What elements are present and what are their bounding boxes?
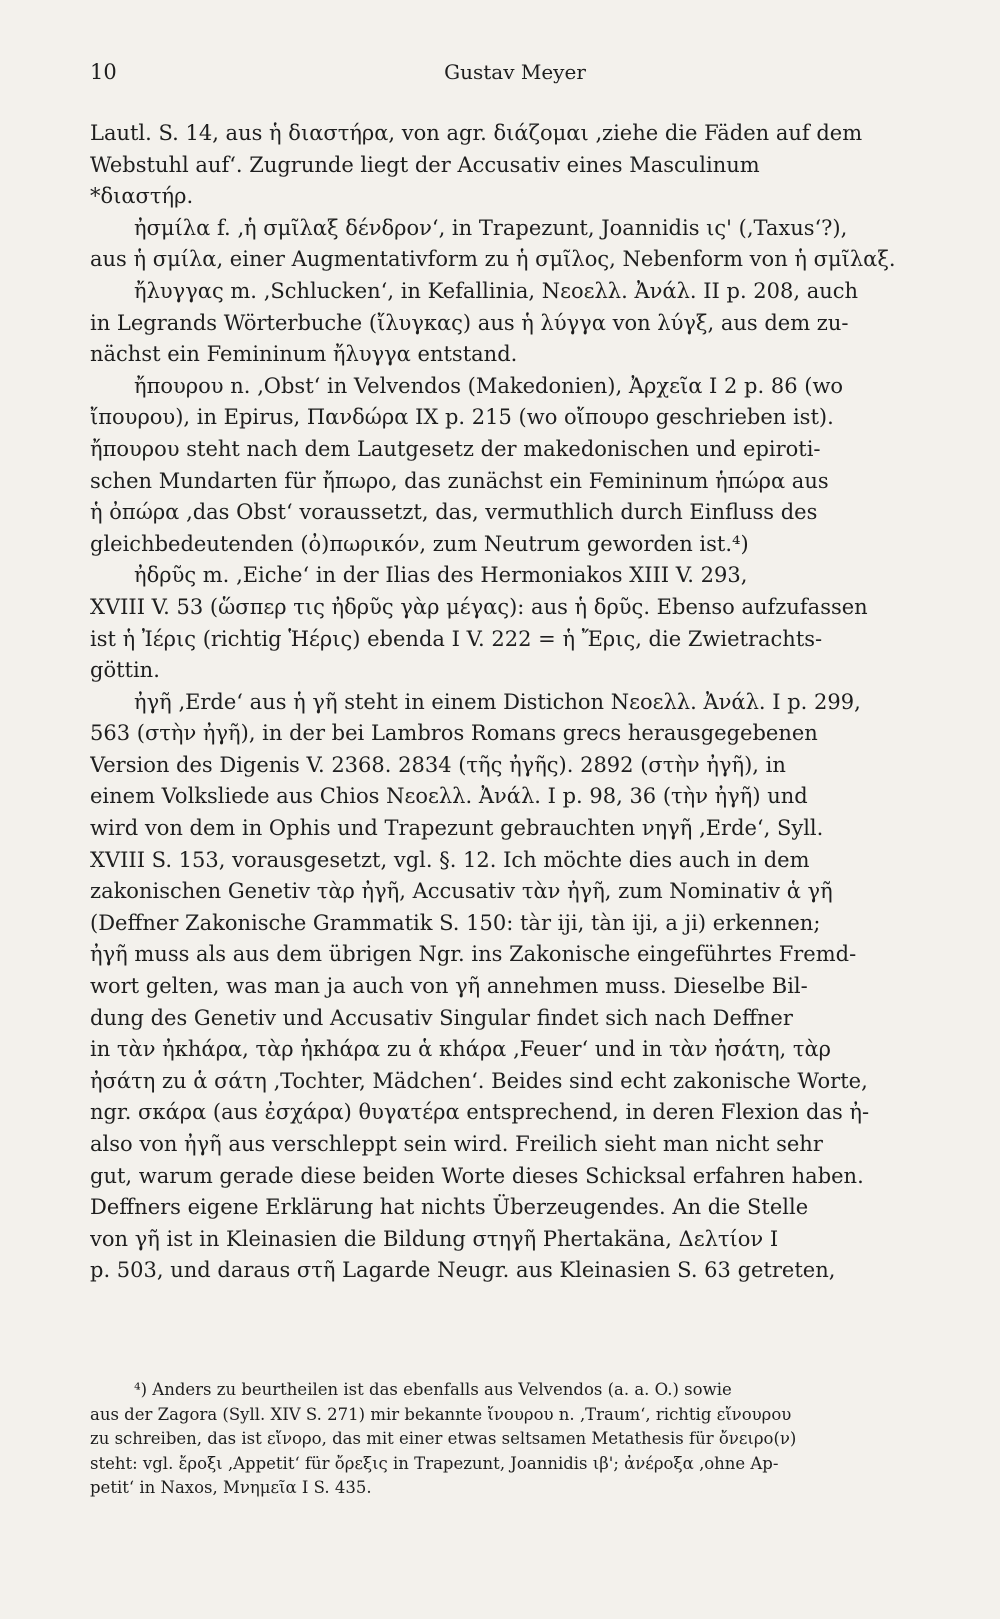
text-line: ngr. σκάρα (aus ἐσχάρα) θυγατέρα entsprechend, in deren Flexion das ἠ- [90,1100,870,1125]
text-line: ist ἡ Ἰέρις (richtig Ἡέρις) ebenda I V. 222 = ἡ Ἔρις, die Zwietrachts- [90,626,823,651]
text-line: dung des Genetiv und Accusativ Singular findet sich nach Deffner [90,1005,793,1030]
text-line: aus ἡ σμίλα, einer Augmentativform zu ἡ σμῖλος, Nebenform von ἡ σμῖλαξ. [90,247,896,272]
text-line: ἠσάτη zu ἁ σάτη ‚Tochter, Mädchen‘. Beides sind echt zakonische Worte, [90,1068,868,1093]
text-line: ἤλυγγας m. ‚Schlucken‘, in Kefallinia, Νεοελλ. Ἀνάλ. II p. 208, auch [134,278,859,303]
footnotes [90,1378,928,1501]
text-line: ἠγῆ muss als aus dem übrigen Ngr. ins Zakonische eingeführtes Fremd- [90,942,857,967]
footnote-line: petit‘ in Naxos, Μνημεῖα I S. 435. [90,1478,372,1497]
page-header [90,60,940,94]
footnote-line: aus der Zagora (Syll. XIV S. 271) mir bekannte ἴνουρου n. ‚Traum‘, richtig εἴνουρου [90,1404,792,1424]
text-line: zakonischen Genetiv τὰρ ἠγῆ, Accusativ τὰν ἠγῆ, zum Nominativ ἁ γῆ [90,879,833,904]
text-line: ἤπουρου steht nach dem Lautgesetz der makedonischen und epiroti- [90,436,821,461]
text-line: göttin. [90,658,160,683]
text-line: (Deffner Zakonische Grammatik S. 150: tàr iji, tàn iji, a ji) erkennen; [90,910,821,935]
text-line: Webstuhl auf‘. Zugrunde liegt der Accusativ eines Masculinum [90,152,760,177]
text-line: schen Mundarten für ἤπωρο, das zunächst ein Femininum ἡπώρα aus [90,468,829,493]
text-line: wird von dem in Ophis und Trapezunt gebrauchten νηγῆ ‚Erde‘, Syll. [90,816,824,841]
text-line: ἡ ὀπώρα ‚das Obst‘ voraussetzt, das, vermuthlich durch Einfluss des [90,500,818,525]
text-line: gut, warum gerade diese beiden Worte dieses Schicksal erfahren haben. [90,1163,864,1188]
text-line: in τὰν ἠκhάρα, τὰρ ἠκhάρα zu ἁ κhάρα ‚Feuer‘ und in τὰν ἠσάτη, τὰρ [90,1037,832,1062]
text-line: Deffners eigene Erklärung hat nichts Überzeugendes. An die Stelle [90,1195,809,1220]
footnote-line: zu schreiben, das ist εἴνορο, das mit einer etwas seltsamen Metathesis für ὄνειρο(ν) [90,1429,797,1448]
text-line: ἠγῆ ‚Erde‘ aus ἡ γῆ steht in einem Distichon Νεοελλ. Ἀνάλ. I p. 299, [134,689,861,714]
text-line: von γῆ ist in Kleinasien die Bildung στηγῆ Phertakäna, Δελτίον I [90,1226,779,1251]
text-line: ἠδρῦς m. ‚Eiche‘ in der Ilias des Hermoniakos XIII V. 293, [134,563,748,588]
text-line: XVIII S. 153, vorausgesetzt, vgl. §. 12. Ich möchte dies auch in dem [90,847,810,872]
text-line: also von ἠγῆ aus verschleppt sein wird. Freilich sieht man nicht sehr [90,1132,823,1156]
page-number: 10 [90,60,117,84]
running-head: Gustav Meyer [444,60,586,84]
footnote-line: steht: vgl. ἔροξι ‚Appetit‘ für ὄρεξις in Trapezunt, Joannidis ιβ'; ἀνέροξα ‚ohne Ap- [90,1453,779,1473]
text-line: ἴπουρου), in Epirus, Πανδώρα IX p. 215 (wo οἴπουρο geschrieben ist). [90,405,834,430]
text-line: XVIII V. 53 (ὥσπερ τις ἠδρῦς γὰρ μέγας): aus ἡ δρῦς. Ebenso aufzufassen [90,594,868,619]
text-line: Lautl. S. 14, aus ἡ διαστήρα, von agr. διάζομαι ‚ziehe die Fäden auf dem [90,121,863,145]
text-line: in Legrands Wörterbuche (ἴλυγκας) aus ἡ λύγγα von λύγξ, aus dem zu- [90,310,849,335]
footnote-line: ⁴) Anders zu beurtheilen ist das ebenfalls aus Velvendos (a. a. O.) sowie [134,1380,732,1399]
body-text [90,118,928,1287]
text-line: gleichbedeutenden (ὀ)πωρικόν, zum Neutrum geworden ist.⁴) [90,531,749,556]
text-line: p. 503, und daraus στῆ Lagarde Neugr. aus Kleinasien S. 63 getreten, [90,1258,836,1283]
text-line: 563 (στὴν ἠγῆ), in der bei Lambros Romans grecs herausgegebenen [90,721,818,746]
text-line: nächst ein Femininum ἤλυγγα entstand. [90,342,518,367]
text-line: wort gelten, was man ja auch von γῆ annehmen muss. Dieselbe Bil- [90,974,808,999]
text-line: ἤπουρου n. ‚Obst‘ in Velvendos (Makedonien), Ἀρχεῖα I 2 p. 86 (wo [134,373,844,398]
text-line: *διαστήρ. [90,184,194,209]
text-line: einem Volksliede aus Chios Νεοελλ. Ἀνάλ. I p. 98, 36 (τὴν ἠγῆ) und [90,784,808,809]
text-line: Version des Digenis V. 2368. 2834 (τῆς ἠγῆς). 2892 (στὴν ἠγῆ), in [90,752,786,777]
text-line: ἠσμίλα f. ‚ἡ σμῖλαξ δένδρον‘, in Trapezunt, Joannidis ις' (‚Taxus‘?), [134,215,848,240]
